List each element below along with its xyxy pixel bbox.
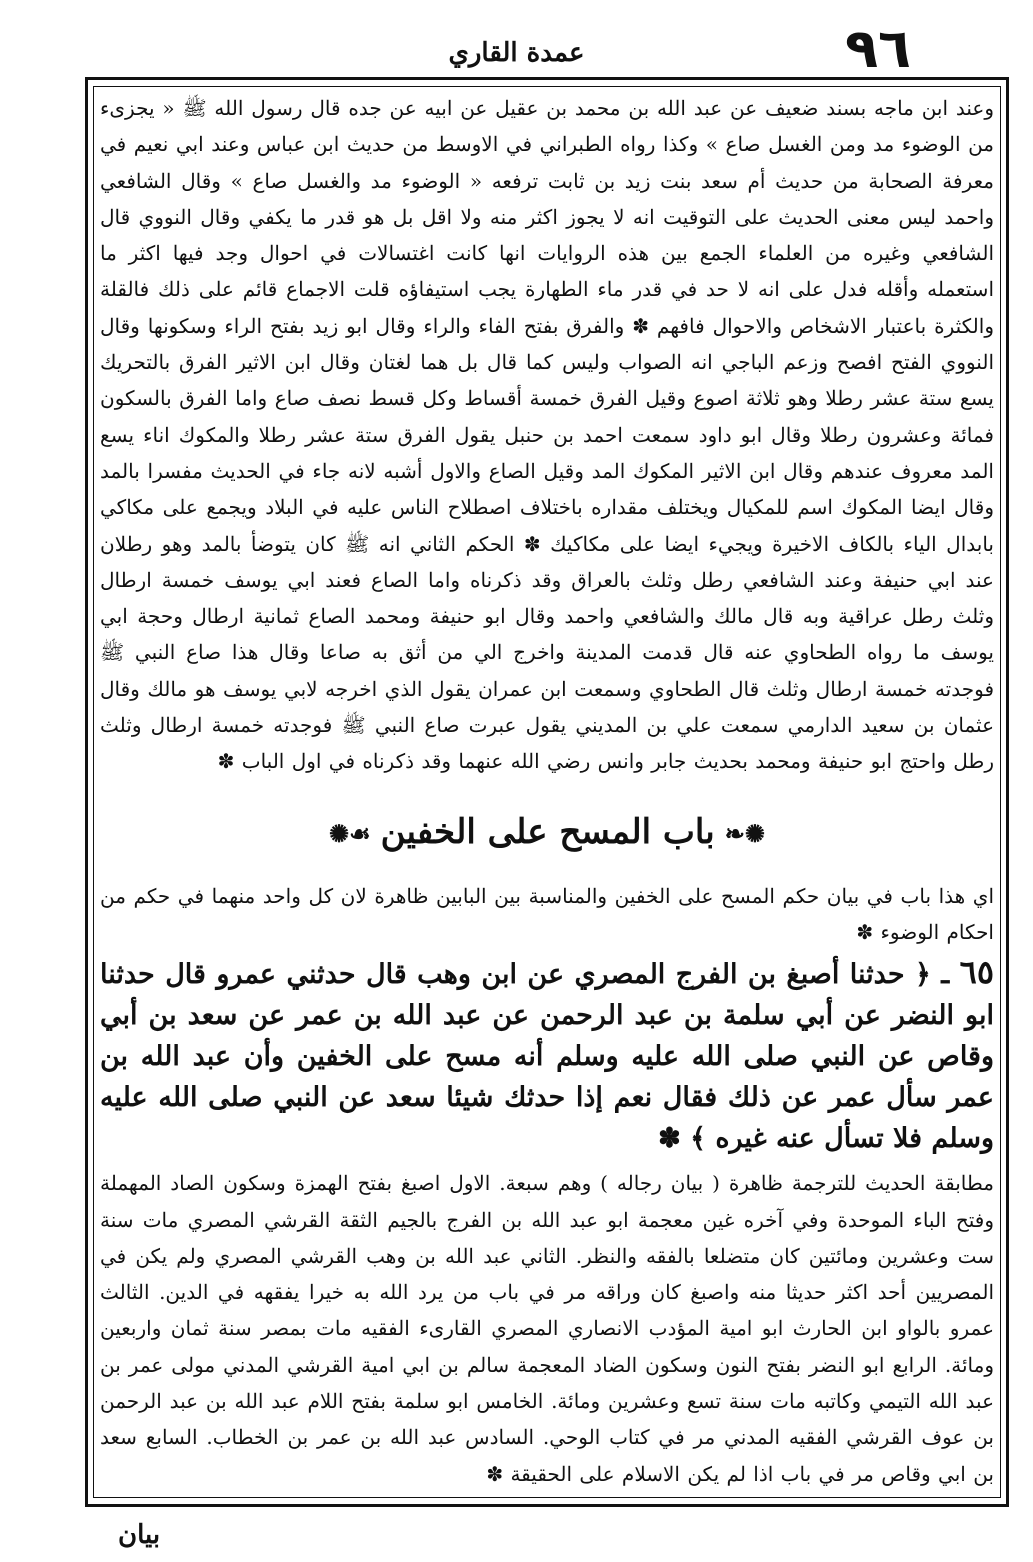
chapter-heading-text: باب المسح على الخفين xyxy=(380,811,715,852)
hadith-block xyxy=(100,952,994,1159)
hadith-text: ﴿ حدثنا أصبغ بن الفرج المصري عن ابن وهب قال حدثني عمرو قال حدثنا ابو النضر عن أبي سلمة بن عبد الرحمن عن عبد الله بن عمر عن سعد بن أبي وقاص عن النبي صلى الله عليه وسلم أنه مسح على الخفين وأن عبد الله بن عمر سأل عمر عن ذلك فقال نعم إذا حدثك شيئا سعد عن النبي صلى الله عليه وسلم فلا تسأل عنه غيره ﴾ ✽ xyxy=(100,959,994,1155)
chapter-heading xyxy=(100,808,994,858)
ornament-right-icon: ✺❧ xyxy=(724,818,765,848)
hadith-number: ٦٥ xyxy=(959,953,994,992)
page-number: ٩٦ xyxy=(845,17,911,80)
ornament-left-icon: ☙✺ xyxy=(329,818,371,848)
catchword: بيان xyxy=(118,1520,161,1550)
chapter-intro: اي هذا باب في بيان حكم المسح على الخفين والمناسبة بين البابين ظاهرة لان كل واحد منهما في حكم من احكام الوضوء ✽ xyxy=(100,883,994,944)
commentary-paragraph: مطابقة الحديث للترجمة ظاهرة ( بيان رجاله ) وهم سبعة. الاول اصبغ بفتح الهمزة وسكون الصاد المهملة وفتح الباء الموحدة وفي آخره غين معجمة ابو عبد الله بن الفرج بالجيم الثقة القرشي المصري مات سنة ست وعشرين ومائتين كان متضلعا بالفقه والنظر. الثاني عبد الله بن وهب القرشي المصري ولم يكن في المصريين أحد اكثر حديثا منه واصبغ كان وراقه مر في باب من يرد الله به خيرا يفقهه في الدين. الثالث عمرو بالواو ابن الحارث ابو امية المؤدب الانصاري المصري القارىء الفقيه مات بمصر سنة ثمان واربعين ومائة. الرابع ابو النضر بفتح النون وسكون الضاد المعجمة سالم بن ابي امية القرشي المدني مولى عمر بن عبد الله التيمي وكاتبه مات سنة تسع وعشرين ومائة. الخامس ابو سلمة بفتح اللام عبد الله بن عبد الرحمن بن عوف القرشي الفقيه المدني مر في كتاب الوحي. السادس عبد الله بن عمر بن الخطاب. السابع سعد بن ابي وقاص مر في باب اذا لم يكن الاسلام على الحقيقة ✽ xyxy=(100,1171,994,1486)
hadith-dash: ـ xyxy=(930,959,950,991)
body-paragraph: وعند ابن ماجه بسند ضعيف عن عبد الله بن محمد بن عقيل عن ابيه عن جده قال رسول الله ﷺ « يجزىء من الوضوء مد ومن الغسل صاع » وكذا رواه الطبراني في الاوسط من حديث ابن عباس وعند ابي نعيم في معرفة الصحابة من حديث أم سعد بنت زيد بن ثابت ترفعه « الوضوء مد والغسل صاع » وقال الشافعي واحمد ليس معنى الحديث على التوقيت انه لا يجوز اكثر منه ولا اقل بل هو قدر ما يكفي وقال النووي قال الشافعي وغيره من العلماء الجمع بين هذه الروايات انها كانت اغتسالات في احوال وجد فيها اكثر ما استعمله وأقله فدل على انه لا حد في قدر ماء الطهارة يجب استيفاؤه قلت الاجماع قائم على ذلك فالقلة والكثرة باعتبار الاشخاص والاحوال فافهم ✽ والفرق بفتح الفاء والراء وقال ابو زيد بفتح الراء وسكونها وقال النووي الفتح افصح وزعم الباجي انه الصواب وليس كما قال بل هما لغتان وقال ابن الاثير الفرق بالتحريك يسع ستة عشر رطلا وهو ثلاثة اصوع وقيل الفرق خمسة أقساط وكل قسط نصف صاع واما الفرق بالسكون فمائة وعشرون رطلا وقال ابو داود سمعت احمد بن حنبل يقول الفرق ستة عشر رطلا والمكوك اناء يسع المد معروف عندهم وقال ابن الاثير المكوك المد وقيل الصاع والاول أشبه لانه جاء في الحديث مفسرا بالمد وقال ايضا المكوك اسم للمكيال ويختلف مقداره باختلاف اصطلاح الناس عليه في البلاد ويجمع على مكاكي بابدال الياء بالكاف الاخيرة ويجيء ايضا على مكاكيك ✽ الحكم الثاني انه ﷺ كان يتوضأ بالمد وهو رطلان عند ابي حنيفة وعند الشافعي رطل وثلث بالعراق وقد ذكرناه واما الصاع فعند ابي يوسف خمسة ارطال وثلث رطل عراقية وبه قال مالك والشافعي واحمد وقال ابو حنيفة ومحمد الصاع ثمانية ارطال وحجة ابي يوسف ما رواه الطحاوي عنه قال قدمت المدينة واخرج الي من أثق به صاعا وقال هذا صاع النبي ﷺ فوجدته خمسة ارطال وثلث قال الطحاوي وسمعت ابن عمران يقول الذي اخرجه لابي يوسف هو مالك وقال عثمان بن سعيد الدارمي سمعت علي بن المديني يقول عبرت صاع النبي ﷺ فوجدته خمسة ارطال وثلث رطل واحتج ابو حنيفة ومحمد بحديث جابر وانس رضي الله عنهما وقد ذكرناه في اول الباب ✽ xyxy=(100,96,995,774)
book-title: عمدة القاري xyxy=(448,38,585,68)
page-body xyxy=(100,90,994,1492)
